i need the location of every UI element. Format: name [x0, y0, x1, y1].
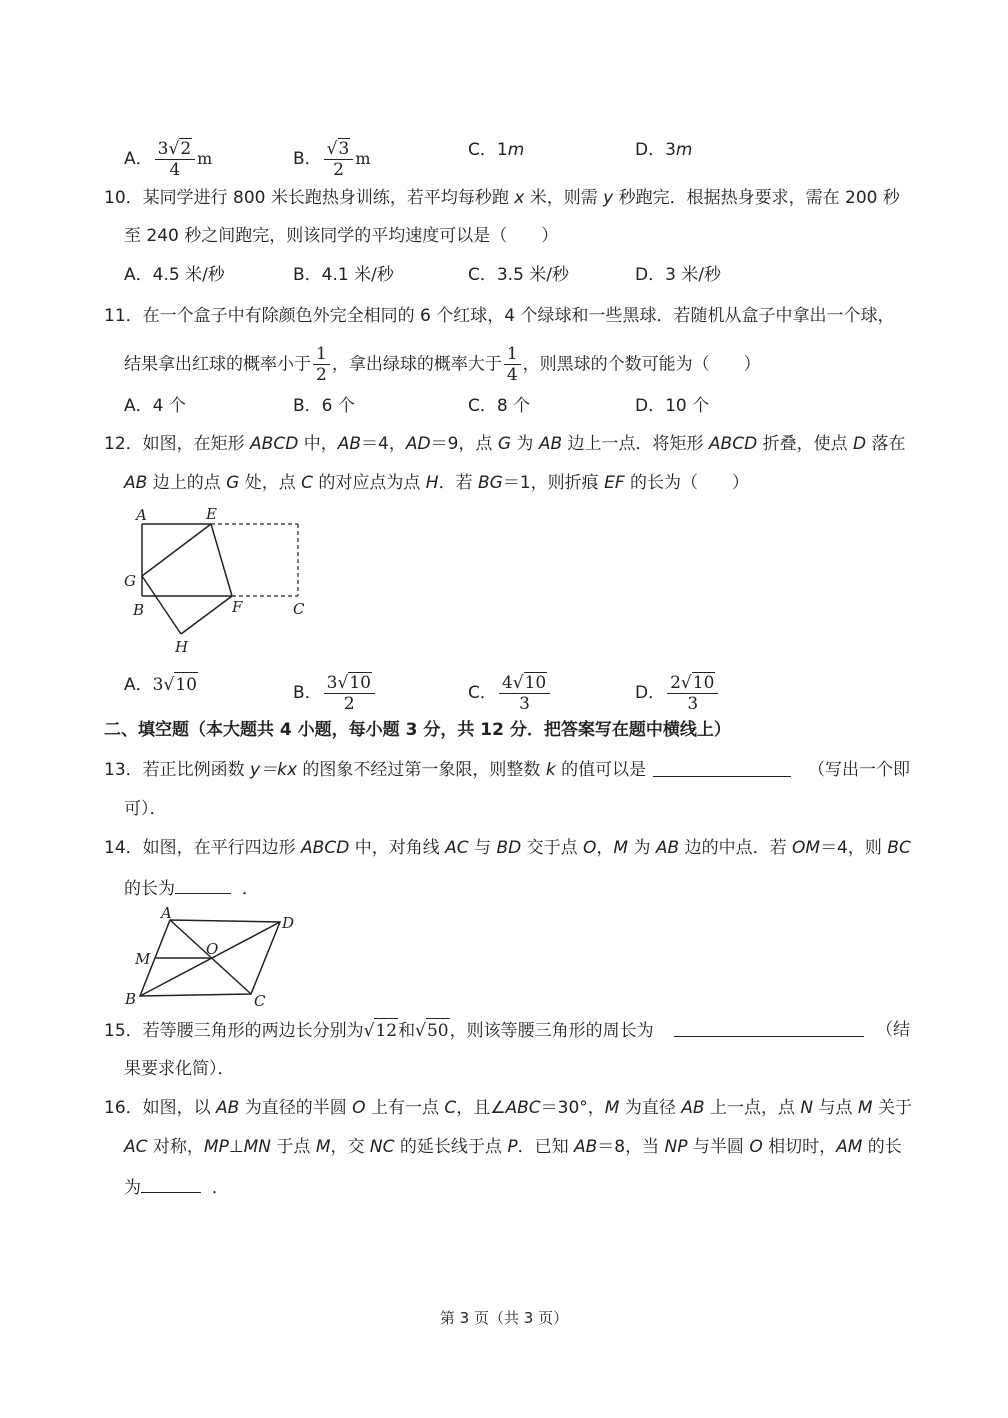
q11-fraction-quarter: $\frac{1}{4}$	[504, 344, 521, 385]
q11-option-b: B．6 个	[293, 396, 355, 416]
q12-label-G: G	[124, 572, 136, 590]
q15-stem-line1-end: （结	[876, 1020, 910, 1040]
q12-option-c: C． $\frac{4√10}{3}$	[468, 672, 552, 714]
q16-stem-line1: 16．如图，以 AB 为直径的半圆 O 上有一点 C，且∠ABC＝30°，M 为直径 AB 上一点，点 N 与点 M 关于	[104, 1098, 912, 1118]
q13-stem-line2: 可）．	[124, 799, 167, 819]
q14-label-M: M	[135, 950, 151, 968]
q14-answer-blank[interactable]	[175, 875, 231, 894]
q12-label-H: H	[175, 638, 189, 656]
q12-option-a: A．3√10	[124, 672, 198, 697]
q12-figure	[118, 500, 318, 660]
q10-option-a: A．4.5 米/秒	[124, 265, 225, 285]
q12-edge-GE	[142, 524, 211, 576]
q14-label-A: A	[161, 904, 172, 922]
page-footer: 第 3 页（共 3 页）	[439, 1309, 569, 1327]
q12-label-B: B	[133, 601, 145, 619]
q10-stem-line2: 至 240 秒之间跑完，则该同学的平均速度可以是（ ）	[124, 226, 559, 246]
q11-fraction-half: $\frac{1}{2}$	[313, 344, 330, 385]
q9-option-a: A． $\frac{3√2}{4}$ m	[124, 139, 213, 180]
q11-stem-line1: 11．在一个盒子中有除颜色外完全相同的 6 个红球，4 个绿球和一些黑球．若随机从盒子中拿出一个球，	[104, 306, 895, 326]
q9-option-d: D．3m	[635, 140, 693, 160]
q12-edge-EF	[211, 524, 232, 596]
q12-stem-line1: 12．如图，在矩形 ABCD 中，AB＝4，AD＝9，点 G 为 AB 边上一点．将矩形 ABCD 折叠，使点 D 落在	[104, 434, 906, 454]
q16-stem-line2: AC 对称，MP⊥MN 于点 M，交 NC 的延长线于点 P．已知 AB＝8，当 NP 与半圆 O 相切时，AM 的长	[124, 1137, 902, 1157]
q14-label-B: B	[125, 990, 137, 1008]
q11-option-c: C．8 个	[468, 396, 531, 416]
section-2-title: 二、填空题（本大题共 4 小题，每小题 3 分，共 12 分．把答案写在题中横线上）	[104, 720, 731, 740]
q12-stem-line2: AB 边上的点 G 处，点 C 的对应点为点 H．若 BG＝1，则折痕 EF 的长为（ ）	[124, 473, 750, 493]
q15-stem-line2: 果要求化简）．	[124, 1059, 235, 1079]
q10-option-c: C．3.5 米/秒	[468, 265, 570, 285]
q14-stem-line1: 14．如图，在平行四边形 ABCD 中，对角线 AC 与 BD 交于点 O，M 为 AB 边的中点．若 OM＝4，则 BC	[104, 838, 911, 858]
q14-label-C: C	[254, 992, 266, 1010]
q12-option-b: B． $\frac{3√10}{2}$	[293, 672, 377, 714]
q14-label-D: D	[282, 914, 295, 932]
q9-option-c: C．1m	[468, 140, 525, 160]
q12-label-C: C	[293, 600, 305, 618]
q12-label-A: A	[136, 506, 147, 524]
q14-figure	[120, 902, 310, 1010]
q16-answer-blank[interactable]	[141, 1174, 201, 1193]
q12-label-E: E	[206, 505, 217, 523]
q16-stem-line3: 为 ．	[124, 1174, 229, 1200]
q14-diagonal-BD	[140, 922, 280, 996]
q9-option-b: B． $\frac{√3}{2}$ m	[293, 139, 371, 180]
q9-a-fraction: $\frac{3√2}{4}$	[155, 138, 196, 180]
q11-stem-line2: 结果拿出红球的概率小于 $\frac{1}{2}$ ，拿出绿球的概率大于 $\frac{1}{4}$ ，则黑球的个数可能为（ ）	[124, 344, 761, 385]
q12-label-F: F	[232, 598, 243, 616]
q12-edge-GH	[142, 576, 181, 634]
q13-answer-blank[interactable]	[653, 758, 791, 777]
q10-option-d: D．3 米/秒	[635, 265, 722, 285]
q12-option-d: D． $\frac{2√10}{3}$	[635, 672, 720, 714]
q13-stem-line1-end: （写出一个即	[808, 760, 910, 780]
q15-answer-blank[interactable]	[674, 1018, 864, 1037]
q15-stem-line1: 15．若等腰三角形的两边长分别为√12和√50，则该等腰三角形的周长为	[104, 1018, 654, 1043]
q14-label-O: O	[206, 940, 219, 958]
q12-edge-HF	[181, 596, 232, 634]
q11-option-a: A．4 个	[124, 396, 186, 416]
q11-option-d: D．10 个	[635, 396, 710, 416]
q9-b-fraction: $\frac{√3}{2}$	[324, 138, 354, 180]
q14-stem-line2: 的长为 ．	[124, 875, 259, 901]
q10-stem-line1: 10．某同学进行 800 米长跑热身训练，若平均每秒跑 x 米，则需 y 秒跑完．根据热身要求，需在 200 秒	[104, 188, 900, 208]
q10-option-b: B．4.1 米/秒	[293, 265, 394, 285]
q13-stem-line1: 13．若正比例函数 y＝kx 的图象不经过第一象限，则整数 k 的值可以是	[104, 760, 647, 780]
